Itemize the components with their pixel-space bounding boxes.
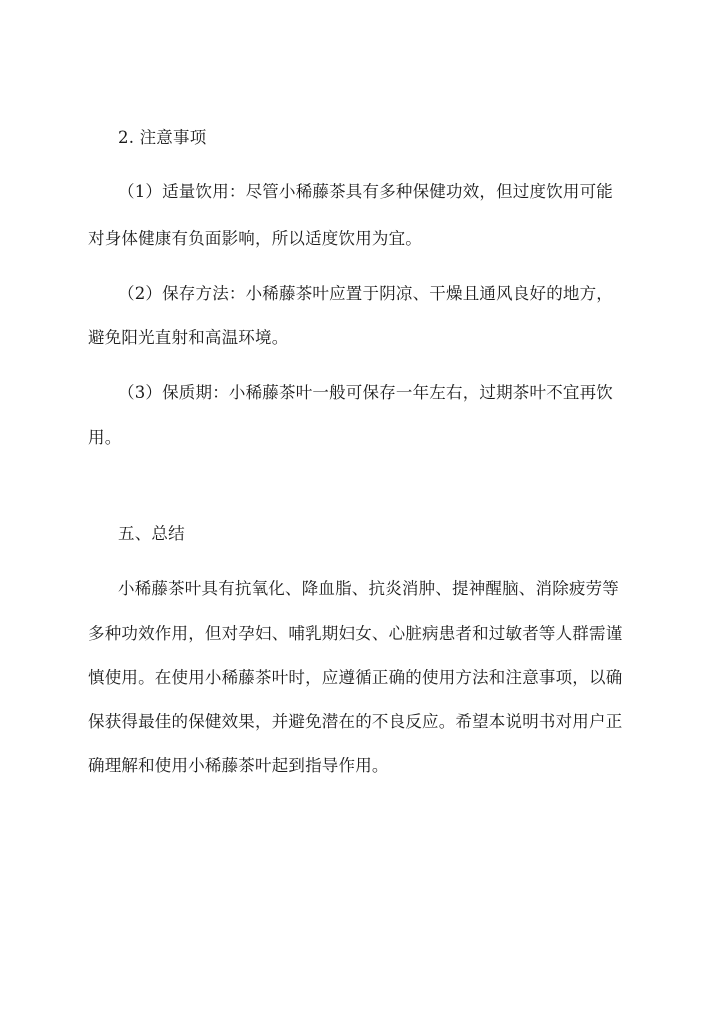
item-1-line-1: （1）适量饮用：尽管小稀藤茶具有多种保健功效，但过度饮用可能 xyxy=(118,182,613,201)
summary-line-3: 慎使用。在使用小稀藤茶叶时，应遵循正确的使用方法和注意事项，以确 xyxy=(88,668,623,687)
item-1-line-2: 对身体健康有负面影响，所以适度饮用为宜。 xyxy=(88,229,422,248)
item-2-line-1: （2）保存方法：小稀藤茶叶应置于阴凉、干燥且通风良好的地方， xyxy=(118,284,613,303)
summary-line-5: 确理解和使用小稀藤茶叶起到指导作用。 xyxy=(88,756,389,775)
summary-line-2: 多种功效作用，但对孕妇、哺乳期妇女、心脏病患者和过敏者等人群需谨 xyxy=(88,624,623,643)
summary-line-1: 小稀藤茶叶具有抗氧化、降血脂、抗炎消肿、提神醒脑、消除疲劳等 xyxy=(118,579,619,598)
item-3-line-1: （3）保质期：小稀藤茶叶一般可保存一年左右，过期茶叶不宜再饮 xyxy=(118,383,613,402)
section-heading-summary: 五、总结 xyxy=(118,524,185,543)
item-2-line-2: 避免阳光直射和高温环境。 xyxy=(88,328,289,347)
section-heading-precautions: 2. 注意事项 xyxy=(118,128,207,147)
item-3-line-2: 用。 xyxy=(88,428,122,447)
summary-line-4: 保获得最佳的保健效果，并避免潜在的不良反应。希望本说明书对用户正 xyxy=(88,712,623,731)
